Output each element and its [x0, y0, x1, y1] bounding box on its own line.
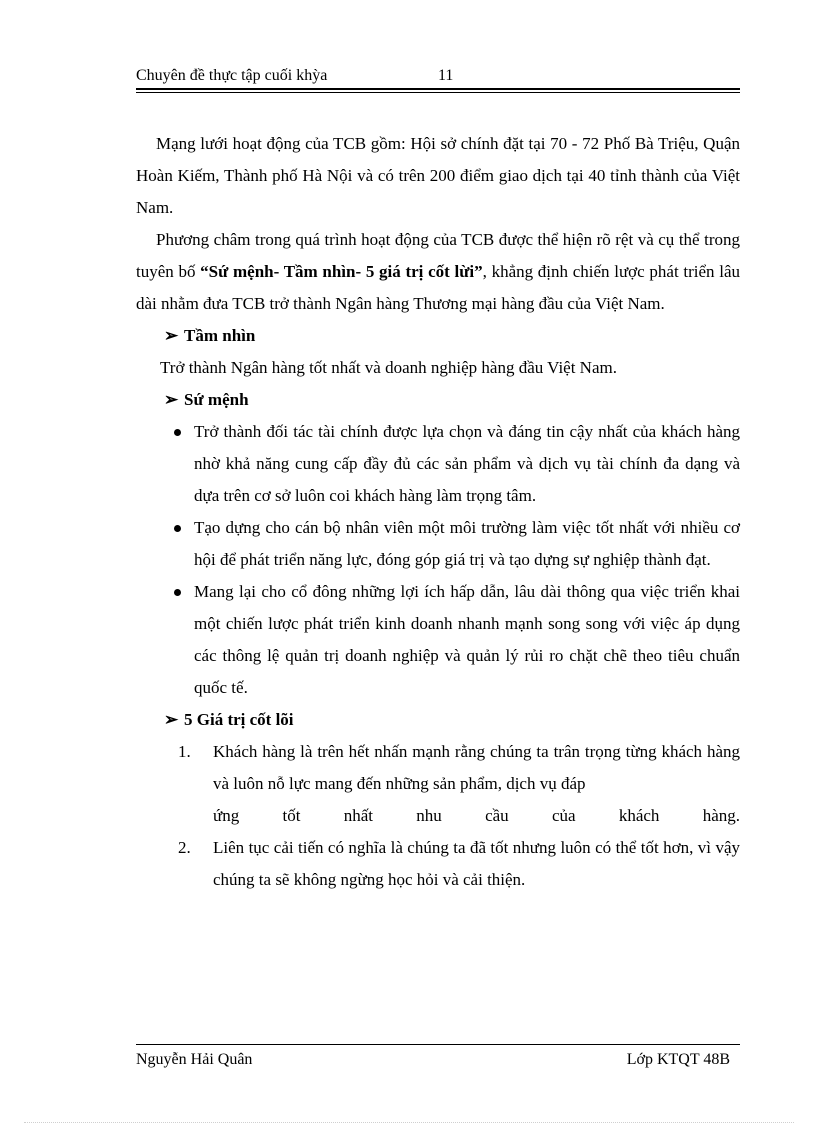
values-heading-text: 5 Giá trị cốt lõi — [184, 710, 294, 729]
header-title: Chuyên đề thực tập cuối khỳa — [136, 67, 328, 84]
value-item-last-line: ứng tốt nhất nhu cầu của khách hàng. — [213, 806, 740, 825]
list-item — [136, 512, 740, 576]
motto-statement: “Sứ mệnh- Tầm nhìn- 5 giá trị cốt lừi” — [200, 262, 483, 281]
paragraph-motto — [136, 224, 740, 320]
item-number: 2. — [178, 838, 191, 857]
arrow-bullet-icon: ➢ — [164, 390, 179, 409]
footer-rule — [136, 1044, 740, 1045]
mission-heading — [164, 384, 740, 416]
document-body — [136, 128, 740, 896]
arrow-bullet-icon: ➢ — [164, 710, 179, 729]
item-number: 1. — [178, 742, 191, 761]
values-list — [136, 736, 740, 896]
footer-class: Lớp KTQT 48B — [626, 1051, 730, 1068]
vision-text: Trở thành Ngân hàng tốt nhất và doanh nghiệp hàng đầu Việt Nam. — [160, 358, 617, 377]
bullet-dot-icon — [174, 429, 181, 436]
header-rule-thick — [136, 88, 740, 90]
list-item — [136, 416, 740, 512]
mission-item-text: Tạo dựng cho cán bộ nhân viên một môi trường làm việc tốt nhất với nhiều cơ hội để phát triển năng lực, đóng góp giá trị và tạo dựng sự nghiệp thành đạt. — [194, 518, 740, 569]
header-rule-thin — [136, 92, 740, 93]
bullet-dot-icon — [174, 589, 181, 596]
mission-list — [136, 416, 740, 704]
motto-text-after: , khẳng định chiến lược phát triển lâu dài nhằm đưa TCB trở thành Ngân hàng Thương mại hàng đầu của Việt Nam. — [136, 262, 740, 313]
footer-author: Nguyễn Hải Quân — [136, 1051, 253, 1068]
list-item — [136, 576, 740, 704]
value-item-text: Liên tục cải tiến có nghĩa là chúng ta đã tốt nhưng luôn có thể tốt hơn, vì vậy chúng ta sẽ không ngừng học hỏi và cải thiện. — [213, 838, 740, 889]
page-number: 11 — [438, 67, 454, 84]
values-heading — [164, 704, 740, 736]
vision-heading-text: Tầm nhìn — [184, 326, 256, 345]
paragraph-network: Mạng lưới hoạt động của TCB gồm: Hội sở chính đặt tại 70 - 72 Phố Bà Triệu, Quận Hoàn Kiếm, Thành phố Hà Nội và có trên 200 điểm giao dịch tại 40 tỉnh thành của Việt Nam. — [136, 134, 740, 217]
vision-heading — [164, 320, 740, 352]
arrow-bullet-icon: ➢ — [164, 326, 179, 345]
list-item — [136, 832, 740, 896]
bullet-dot-icon — [174, 525, 181, 532]
mission-item-text: Trở thành đối tác tài chính được lựa chọn và đáng tin cậy nhất của khách hàng nhờ khả năng cung cấp đầy đủ các sản phẩm và dịch vụ tài chính đa dạng và dựa trên cơ sở luôn coi khách hàng làm trọng tâm. — [194, 422, 740, 505]
value-item-text: Khách hàng là trên hết nhấn mạnh rằng chúng ta trân trọng từng khách hàng và luôn nỗ lực mang đến những sản phẩm, dịch vụ đáp — [213, 742, 740, 793]
list-item — [136, 736, 740, 832]
mission-item-text: Mang lại cho cổ đông những lợi ích hấp dẫn, lâu dài thông qua việc triển khai một chiến lược phát triển kinh doanh nhanh mạnh song song với việc áp dụng các thông lệ quản trị doanh nghiệp và quản lý rủi ro chặt chẽ theo tiêu chuẩn quốc tế. — [194, 582, 740, 697]
motto-text-before: Phương châm trong quá trình hoạt động của TCB được thể hiện rõ rệt và cụ thể trong tuyên bố — [136, 230, 740, 281]
mission-heading-text: Sứ mệnh — [184, 390, 249, 409]
